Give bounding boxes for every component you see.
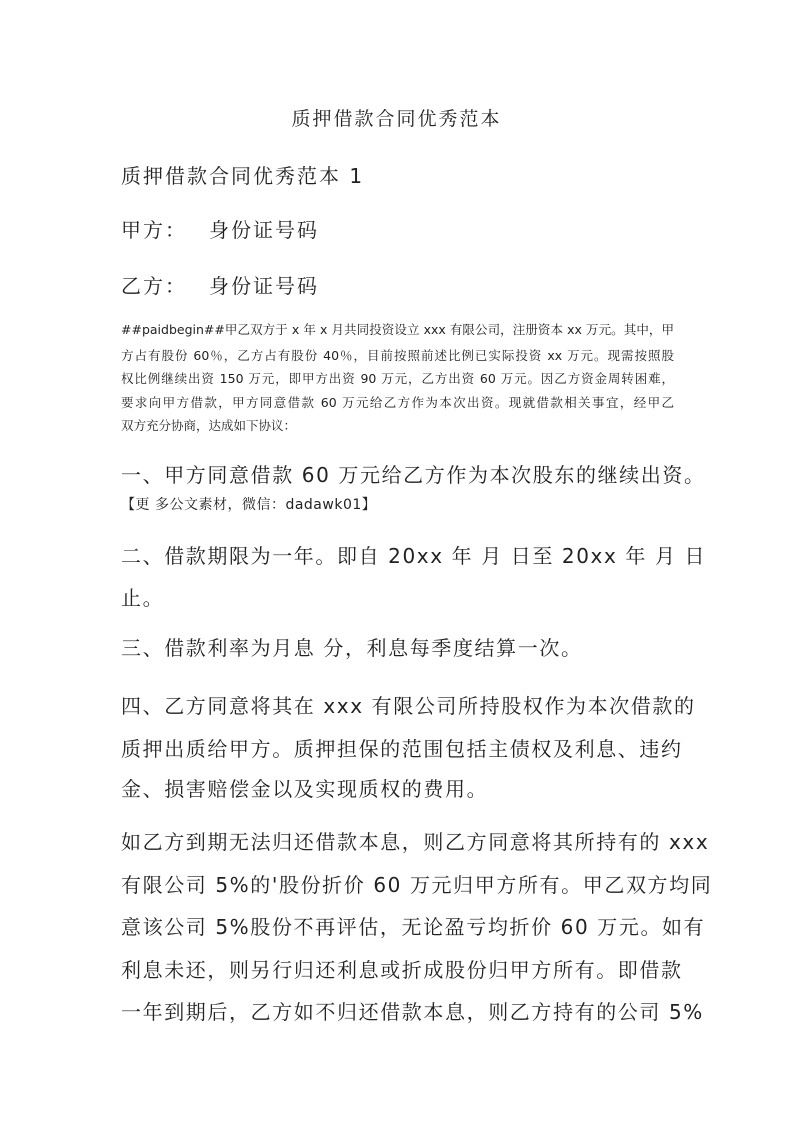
intro-line: 双方充分协商，达成如下协议： [121, 418, 297, 433]
clause-4-line: 四、乙方同意将其在 xxx 有限公司所持股权作为本次借款的 [121, 694, 696, 718]
clause-4-line: 金、损害赔偿金以及实现质权的费用。 [121, 777, 489, 801]
paragraph-line: 意该公司 5%股份不再评估，无论盈亏均折价 60 万元。如有 [121, 915, 706, 939]
intro-line: ##paidbegin##甲乙双方于 x 年 x 月共同投资设立 xxx 有限公司，注册资本 xx 万元。其中，甲 [121, 322, 674, 337]
paragraph-line: 有限公司 5%的'股份折价 60 万元归甲方所有。甲乙双方均同 [121, 873, 713, 897]
party-a-label: 甲方： [121, 218, 187, 242]
document-subtitle: 质押借款合同优秀范本 1 [121, 164, 365, 188]
intro-line: 权比例继续出资 150 万元，即甲方出资 90 万元，乙方出资 60 万元。因乙方资金周转困难， [121, 371, 674, 386]
party-a-line [121, 214, 319, 243]
clause-2-line: 二、借款期限为一年。即自 20xx 年 月 日至 20xx 年 月 日 [121, 544, 707, 568]
intro-line: 方占有股份 60％，乙方占有股份 40％，目前按照前述比例已实际投资 xx 万元。现需按照股 [121, 348, 674, 363]
document-title: 质押借款合同优秀范本 [291, 108, 502, 130]
party-b-label: 乙方： [121, 274, 187, 298]
clause-3: 三、借款利率为月息 分，利息每季度结算一次。 [121, 636, 583, 660]
party-b-line [121, 270, 319, 299]
intro-line: 要求向甲方借款，甲方同意借款 60 万元给乙方作为本次出资。现就借款相关事宜，经甲乙 [121, 395, 674, 410]
party-a-id-label: 身份证号码 [209, 218, 319, 242]
clause-4-line: 质押出质给甲方。质押担保的范围包括主债权及利息、违约 [121, 737, 683, 761]
party-b-id-label: 身份证号码 [209, 274, 319, 298]
paragraph-line: 利息未还，则另行归还利息或折成股份归甲方所有。即借款 [121, 958, 683, 982]
clause-1: 一、甲方同意借款 60 万元给乙方作为本次股东的继续出资。 [121, 463, 706, 487]
paragraph-line: 一年到期后，乙方如不归还借款本息，则乙方持有的公司 5% [121, 1000, 704, 1024]
promo-note: 【更 多公文素材，微信：dadawk01】 [121, 497, 377, 513]
clause-2-line: 止。 [121, 586, 165, 610]
paragraph-line: 如乙方到期无法归还借款本息，则乙方同意将其所持有的 xxx [121, 830, 710, 854]
